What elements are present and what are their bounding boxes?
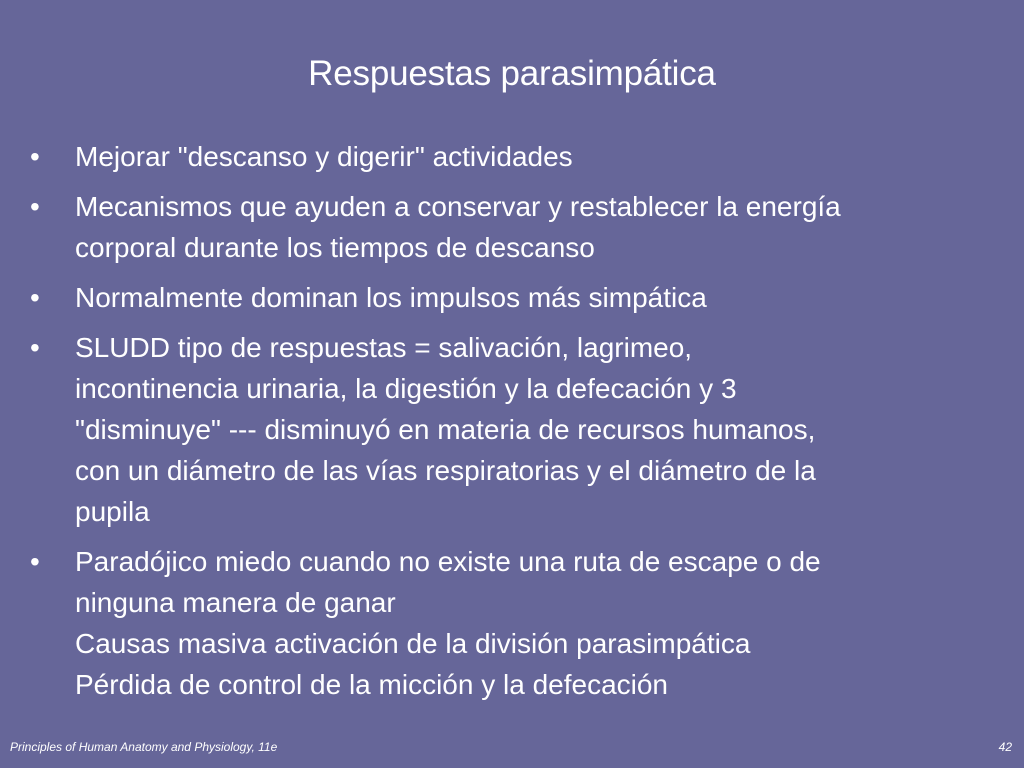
bullet-marker: • — [30, 191, 40, 222]
bullet-line: Pérdida de control de la micción y la defecación — [75, 669, 669, 700]
bullet-line: con un diámetro de las vías respiratorias y el diámetro de la — [75, 455, 816, 486]
bullet-line: "disminuye" --- disminuyó en materia de recursos humanos, — [75, 414, 816, 445]
page-number: 42 — [998, 740, 1012, 754]
bullet-line: pupila — [75, 496, 150, 527]
bullet-item — [20, 277, 1020, 318]
bullet-item — [20, 541, 1020, 705]
bullet-marker: • — [30, 546, 40, 577]
bullet-line: Mecanismos que ayuden a conservar y restablecer la energía — [75, 191, 841, 222]
bullet-line: Normalmente dominan los impulsos más simpática — [75, 282, 707, 313]
slide-title: Respuestas parasimpática — [308, 54, 716, 93]
bullet-marker: • — [30, 141, 40, 172]
bullet-line: corporal durante los tiempos de descanso — [75, 232, 595, 263]
bullet-marker: • — [30, 282, 40, 313]
footer-citation: Principles of Human Anatomy and Physiology, 11e — [10, 740, 278, 754]
bullet-item — [20, 136, 1020, 177]
bullet-list — [20, 136, 1020, 714]
bullet-line: Mejorar "descanso y digerir" actividades — [75, 141, 573, 172]
bullet-item — [20, 327, 1020, 532]
bullet-line: Causas masiva activación de la división parasimpática — [75, 628, 751, 659]
bullet-line: SLUDD tipo de respuestas = salivación, lagrimeo, — [75, 332, 693, 363]
bullet-line: Paradójico miedo cuando no existe una ruta de escape o de — [75, 546, 821, 577]
bullet-line: incontinencia urinaria, la digestión y la defecación y 3 — [75, 373, 737, 404]
bullet-item — [20, 186, 1020, 268]
bullet-line: ninguna manera de ganar — [75, 587, 396, 618]
bullet-marker: • — [30, 332, 40, 363]
